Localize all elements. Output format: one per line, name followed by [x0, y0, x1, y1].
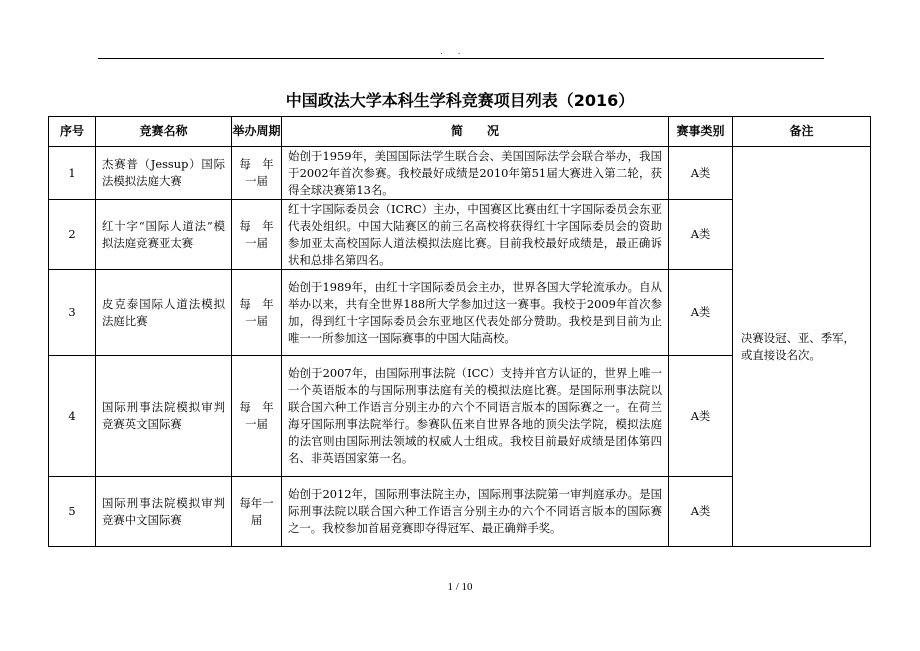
row-period: 每 年一届 [232, 200, 282, 270]
row-period: 每年一届 [232, 477, 282, 547]
header-note: 备注 [733, 117, 871, 147]
row-no: 3 [49, 270, 96, 356]
document-title: 中国政法大学本科生学科竞赛项目列表（2016） [285, 91, 635, 110]
header-dots: . . [440, 47, 467, 57]
row-desc: 始创于1959年，美国国际法学生联合会、美国国际法学会联合举办，我国于2002年首次参赛。我校最好成绩是2010年第51届大赛进入第二轮，获得全球决赛第13名。 [282, 147, 669, 200]
table-row [49, 147, 871, 200]
row-period: 每 年一届 [232, 270, 282, 356]
row-name: 皮克泰国际人道法模拟法庭比赛 [96, 270, 232, 356]
row-desc: 始创于1989年，由红十字国际委员会主办，世界各国大学轮流承办。自从举办以来，共有全世界188所大学参加过这一赛事。我校于2009年首次参加，得到红十字国际委员会东亚地区代表处部分赞助。我校是到目前为止唯一一所参加这一国际赛事的中国大陆高校。 [282, 270, 669, 356]
header-desc: 简 况 [282, 117, 669, 147]
row-desc: 红十字国际委员会（ICRC）主办，中国赛区比赛由红十字国际委员会东亚代表处组织。中国大陆赛区的前三名高校将获得红十字国际委员会的资助参加亚太高校国际人道法模拟法庭比赛。目前我校最好成绩是，最正确诉状和总排名第四名。 [282, 200, 669, 270]
row-note: 决赛设冠、亚、季军，或直接设名次。 [733, 147, 871, 547]
row-category: A类 [669, 356, 733, 477]
table-header-row [49, 117, 871, 147]
header-category: 赛事类别 [669, 117, 733, 147]
row-desc: 始创于2012年，国际刑事法院主办，国际刑事法院第一审判庭承办。是国际刑事法院以联合国六种工作语言分别主办的六个不同语言版本的国际赛之一。我校参加首届竞赛即夺得冠军、最正确辩手奖。 [282, 477, 669, 547]
row-name: 国际刑事法院模拟审判竞赛英文国际赛 [96, 356, 232, 477]
row-name: 杰赛普（Jessup）国际法模拟法庭大赛 [96, 147, 232, 200]
row-category: A类 [669, 477, 733, 547]
header-rule [98, 58, 824, 59]
row-category: A类 [669, 270, 733, 356]
row-period: 每 年一届 [232, 356, 282, 477]
header-period: 举办周期 [232, 117, 282, 147]
row-category: A类 [669, 200, 733, 270]
header-name: 竞赛名称 [96, 117, 232, 147]
page-number: 1 / 10 [447, 581, 473, 593]
row-no: 2 [49, 200, 96, 270]
row-no: 1 [49, 147, 96, 200]
row-name: 国际刑事法院模拟审判竞赛中文国际赛 [96, 477, 232, 547]
row-category: A类 [669, 147, 733, 200]
row-desc: 始创于2007年，由国际刑事法院（ICC）支持并官方认证的，世界上唯一一个英语版本的与国际刑事法庭有关的模拟法庭比赛。是国际刑事法院以联合国六种工作语言分别主办的六个不同语言版本的国际赛之一。在荷兰海牙国际刑事法院举行。参赛队伍来自世界各地的顶尖法学院，模拟法庭的法官则由国际刑法领域的权威人士组成。我校目前最好成绩是团体第四名、非英语国家第一名。 [282, 356, 669, 477]
row-period: 每 年一届 [232, 147, 282, 200]
row-no: 4 [49, 356, 96, 477]
row-name: 红十字“国际人道法”模拟法庭竞赛亚太赛 [96, 200, 232, 270]
competition-table [48, 116, 871, 547]
header-no: 序号 [49, 117, 96, 147]
row-no: 5 [49, 477, 96, 547]
